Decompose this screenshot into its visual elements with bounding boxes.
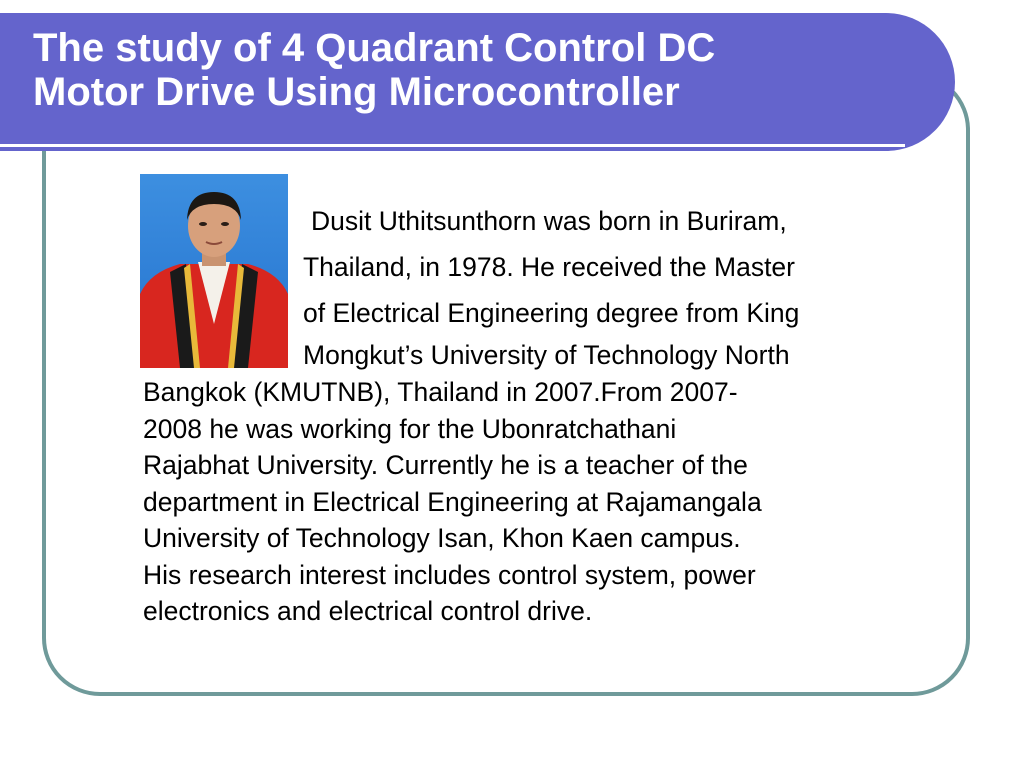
title-underline xyxy=(0,144,905,147)
bio-line: Rajabhat University. Currently he is a teacher of the xyxy=(143,450,748,480)
bio-line: of Electrical Engineering degree from King xyxy=(303,298,800,328)
bio-line: Mongkut’s University of Technology North xyxy=(303,340,790,370)
bio-line: His research interest includes control system, power xyxy=(143,559,756,590)
bio-line: electronics and electrical control drive. xyxy=(143,596,593,626)
bio-line: University of Technology Isan, Khon Kaen campus. xyxy=(143,523,741,553)
bio-line: Thailand, in 1978. He received the Master xyxy=(303,252,795,282)
bio-line: Bangkok (KMUTNB), Thailand in 2007.From 2007- xyxy=(143,377,738,407)
bio-line: department in Electrical Engineering at Rajamangala xyxy=(143,486,762,517)
bio-line: Dusit Uthitsunthorn was born in Buriram, xyxy=(311,206,787,236)
author-biography xyxy=(143,198,953,630)
slide-title: The study of 4 Quadrant Control DC Motor Drive Using Microcontroller xyxy=(33,26,716,114)
bio-line: 2008 he was working for the Ubonratchathani xyxy=(143,413,677,444)
